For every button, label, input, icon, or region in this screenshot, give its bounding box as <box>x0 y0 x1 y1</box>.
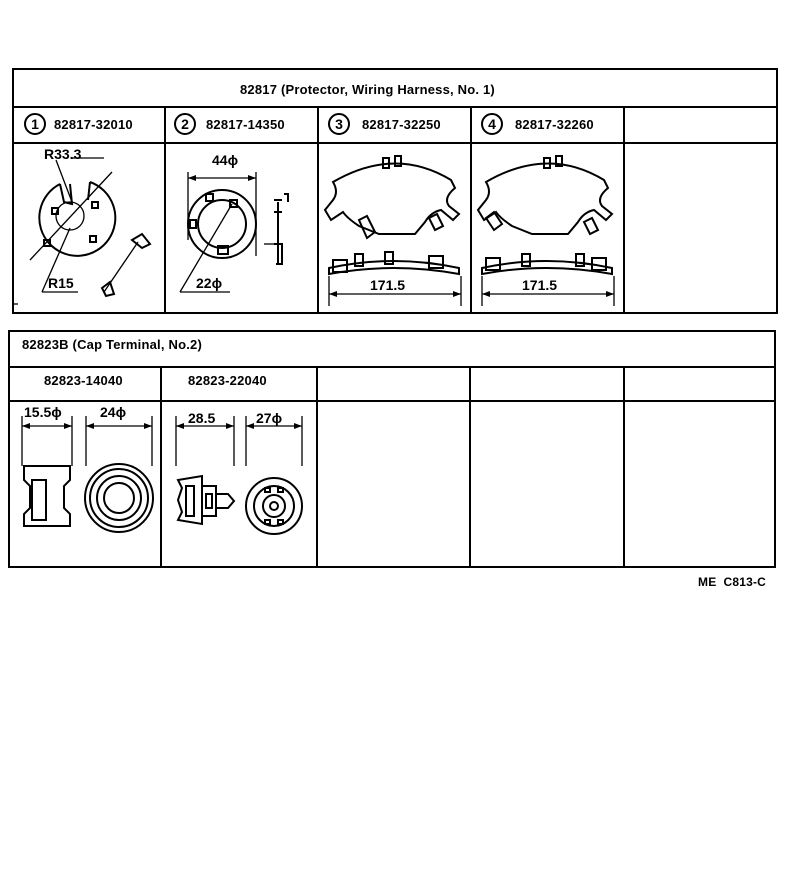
protector-1-radius-large: R33.3 <box>44 146 82 162</box>
cap-title-divider <box>8 366 776 368</box>
figure-code: ME C813-C <box>698 575 767 589</box>
protector-col-divider-4 <box>623 106 625 314</box>
cap-2-diameter: 27ϕ <box>256 410 283 426</box>
protector-title-divider <box>12 106 778 108</box>
item-marker-2: 2 <box>174 113 196 135</box>
protector-2-outer-diameter: 44ϕ <box>212 152 239 168</box>
cap-1-drawing <box>10 402 160 567</box>
protector-1-radius-small: R15 <box>48 275 74 291</box>
cap-part-number-2: 82823-22040 <box>188 373 267 388</box>
protector-2-inner-diameter: 22ϕ <box>196 275 223 291</box>
cap-part-number-1: 82823-14040 <box>44 373 123 388</box>
part-number-3: 82817-32250 <box>362 117 441 132</box>
protector-3-length: 171.5 <box>370 277 406 293</box>
cap-1-diameter-a: 15.5ϕ <box>24 404 62 420</box>
part-number-2: 82817-14350 <box>206 117 285 132</box>
protector-4-length: 171.5 <box>522 277 558 293</box>
cap-col-divider-4 <box>623 366 625 568</box>
cap-2-drawing <box>162 402 316 567</box>
cap-terminal-table-title: 82823B (Cap Terminal, No.2) <box>22 337 202 352</box>
item-marker-3: 3 <box>328 113 350 135</box>
cap-col-divider-3 <box>469 366 471 568</box>
part-number-1: 82817-32010 <box>54 117 133 132</box>
cap-2-length: 28.5 <box>188 410 216 426</box>
protector-table-title: 82817 (Protector, Wiring Harness, No. 1) <box>240 82 495 97</box>
protector-2-drawing <box>166 144 317 314</box>
item-marker-1: 1 <box>24 113 46 135</box>
cap-col-divider-2 <box>316 366 318 568</box>
item-marker-4: 4 <box>481 113 503 135</box>
part-number-4: 82817-32260 <box>515 117 594 132</box>
protector-1-drawing <box>12 144 164 314</box>
cap-1-diameter-b: 24ϕ <box>100 404 127 420</box>
